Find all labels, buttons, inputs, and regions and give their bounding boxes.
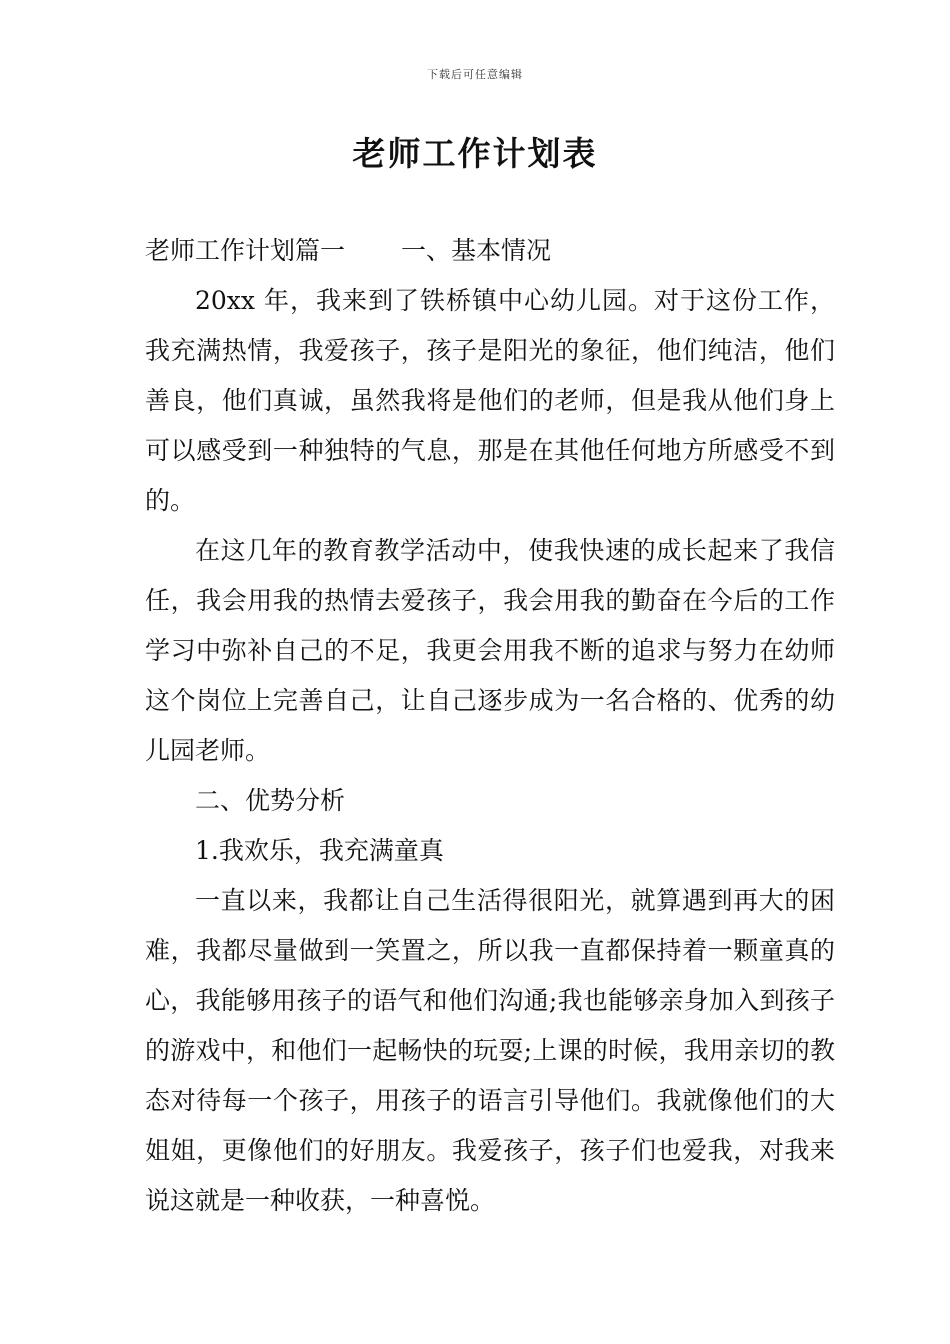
document-title: 老师工作计划表: [352, 134, 598, 173]
section-heading-basic: 一、基本情况: [401, 236, 552, 265]
paragraph-growth: 在这几年的教育教学活动中，使我快速的成长起来了我信任，我会用我的热情去爱孩子，我会用我的勤奋在今后的工作学习中弥补自己的不足，我更会用我不断的追求与努力在幼师这个岗位上完善自己，让自己逐步成为一名合格的、优秀的幼儿园老师。: [145, 536, 835, 765]
part-label: 老师工作计划篇一: [145, 236, 346, 265]
paragraph-arrival: 20xx 年，我来到了铁桥镇中心幼儿园。对于这份工作，我充满热情，我爱孩子，孩子是阳光的象征，他们纯洁，他们善良，他们真诚，虽然我将是他们的老师，但是我从他们身上可以感受到一种独特的气息，那是在其他任何地方所感受不到的。: [145, 286, 835, 515]
intro-line: [145, 226, 835, 276]
document-body: [145, 226, 835, 1226]
header-note: 下载后可任意编辑: [427, 68, 523, 81]
section-heading-strengths: 二、优势分析: [195, 786, 346, 815]
paragraph-childlike: 一直以来，我都让自己生活得很阳光，就算遇到再大的困难，我都尽量做到一笑置之，所以我一直都保持着一颗童真的心，我能够用孩子的语气和他们沟通;我也能够亲身加入到孩子的游戏中，和他们一起畅快的玩耍;上课的时候，我用亲切的教态对待每一个孩子，用孩子的语言引导他们。我就像他们的大姐姐，更像他们的好朋友。我爱孩子，孩子们也爱我，对我来说这就是一种收获，一种喜悦。: [145, 886, 835, 1215]
subheading-joyful: 1.我欢乐，我充满童真: [195, 836, 444, 865]
